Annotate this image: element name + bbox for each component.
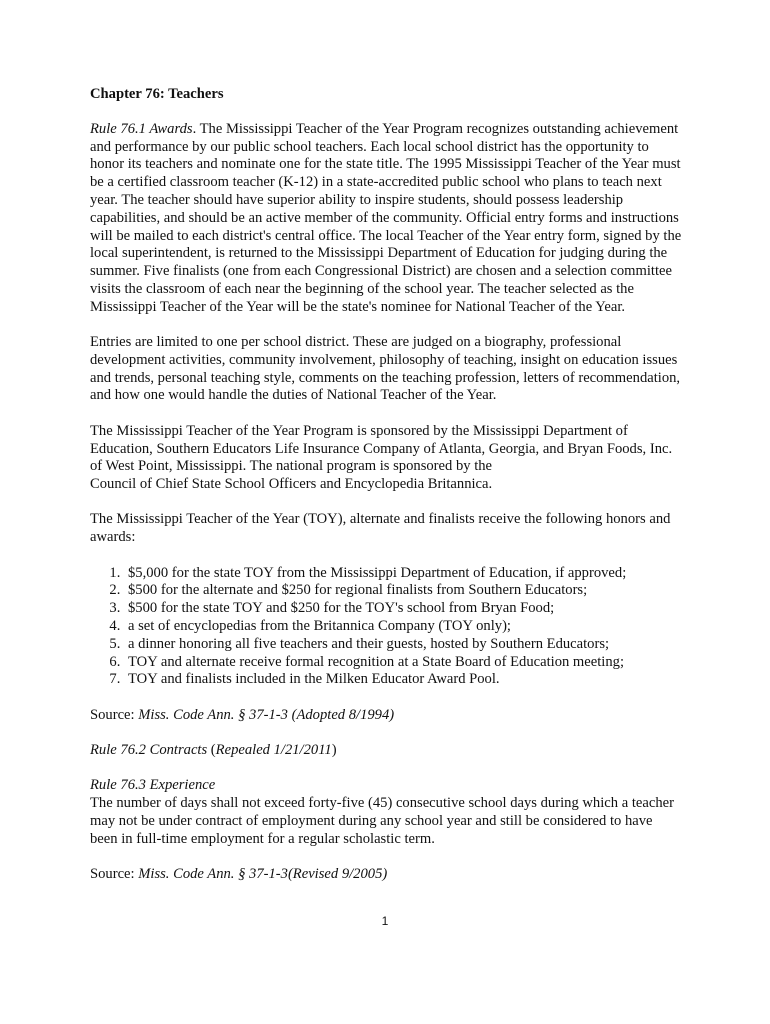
rule-76-3-text: The number of days shall not exceed forty-five (45) consecutive school days during which a teacher may not be under contract of employment during any school year and still be considered to have been in full-time employment for a regular scholastic term. xyxy=(90,795,674,847)
page-number: 1 xyxy=(381,914,389,928)
rule-76-1-paragraph-3 xyxy=(90,423,682,494)
source-citation: Miss. Code Ann. § 37-1-3 (Adopted 8/1994) xyxy=(138,706,395,723)
rule-76-2-status: Repealed 1/21/2011 xyxy=(215,741,332,758)
sponsor-text-line-1: The Mississippi Teacher of the Year Program is sponsored by the Mississippi Department of Education, Southern Educators Life Insurance Company of Atlanta, Georgia, and Bryan Foods, Inc. of West Point, Mississippi. The national program is sponsored by the xyxy=(90,422,673,475)
rule-76-1-paragraph-1 xyxy=(90,121,682,317)
awards-list xyxy=(90,565,682,690)
rule-76-3 xyxy=(90,777,682,848)
award-item: 4. a set of encyclopedias from the Britannica Company (TOY only); xyxy=(124,618,682,636)
award-item: 2. $500 for the alternate and $250 for regional finalists from Southern Educators; xyxy=(124,582,682,600)
source-label: Source: xyxy=(90,865,139,882)
rule-76-1-source xyxy=(90,707,682,725)
award-item: 3. $500 for the state TOY and $250 for the TOY's school from Bryan Food; xyxy=(124,600,682,618)
source-citation: Miss. Code Ann. § 37-1-3(Revised 9/2005) xyxy=(138,865,388,882)
rule-76-3-source xyxy=(90,866,682,884)
document-page xyxy=(90,86,682,901)
rule-76-3-heading: Rule 76.3 Experience xyxy=(90,777,216,794)
rule-76-1-heading: Rule 76.1 Awards xyxy=(90,120,193,137)
rule-76-2 xyxy=(90,742,682,760)
award-item: 1. $5,000 for the state TOY from the Mississippi Department of Education, if approved; xyxy=(124,565,682,583)
rule-76-2-paren-open: ( xyxy=(207,741,216,758)
award-item: 6. TOY and alternate receive formal recognition at a State Board of Education meeting; xyxy=(124,654,682,672)
chapter-title: Chapter 76: Teachers xyxy=(90,86,224,102)
sponsor-text-line-2: Council of Chief State School Officers and Encyclopedia Britannica. xyxy=(90,476,493,493)
rule-76-1-text: . The Mississippi Teacher of the Year Program recognizes outstanding achievement and performance by our public school teachers. Each local school district has the opportunity to honor its teachers and nominate one for the state title. The 1995 Mississippi Teacher of the Year must be a certified classroom teacher (K-12) in a state-accredited public school who plans to teach next year. The teacher should have superior ability to inspire students, should possess leadership capabilities, and should be an active member of the community. Official entry forms and instructions will be mailed to each district's central office. The local Teacher of the Year entry form, signed by the local superintendent, is returned to the Mississippi Department of Education for judging during the summer. Five finalists (one from each Congressional District) are chosen and a selection committee visits the classroom of each near the beginning of the school year. The teacher selected as the Mississippi Teacher of the Year will be the state's nominee for National Teacher of the Year. xyxy=(90,120,682,315)
rule-76-2-heading: Rule 76.2 Contracts xyxy=(90,741,208,758)
rule-76-1-paragraph-4: The Mississippi Teacher of the Year (TOY), alternate and finalists receive the following honors and awards: xyxy=(90,511,671,546)
source-label: Source: xyxy=(90,706,139,723)
rule-76-2-paren-close: ) xyxy=(331,741,337,758)
rule-76-1-paragraph-2: Entries are limited to one per school district. These are judged on a biography, professional development activities, community involvement, philosophy of teaching, insight on education issues and trends, personal teaching style, comments on the teaching profession, letters of recommendation, and how one would handle the duties of National Teacher of the Year. xyxy=(90,334,681,404)
award-item: 5. a dinner honoring all five teachers and their guests, hosted by Southern Educators; xyxy=(124,636,682,654)
award-item: 7. TOY and finalists included in the Milken Educator Award Pool. xyxy=(124,671,682,689)
